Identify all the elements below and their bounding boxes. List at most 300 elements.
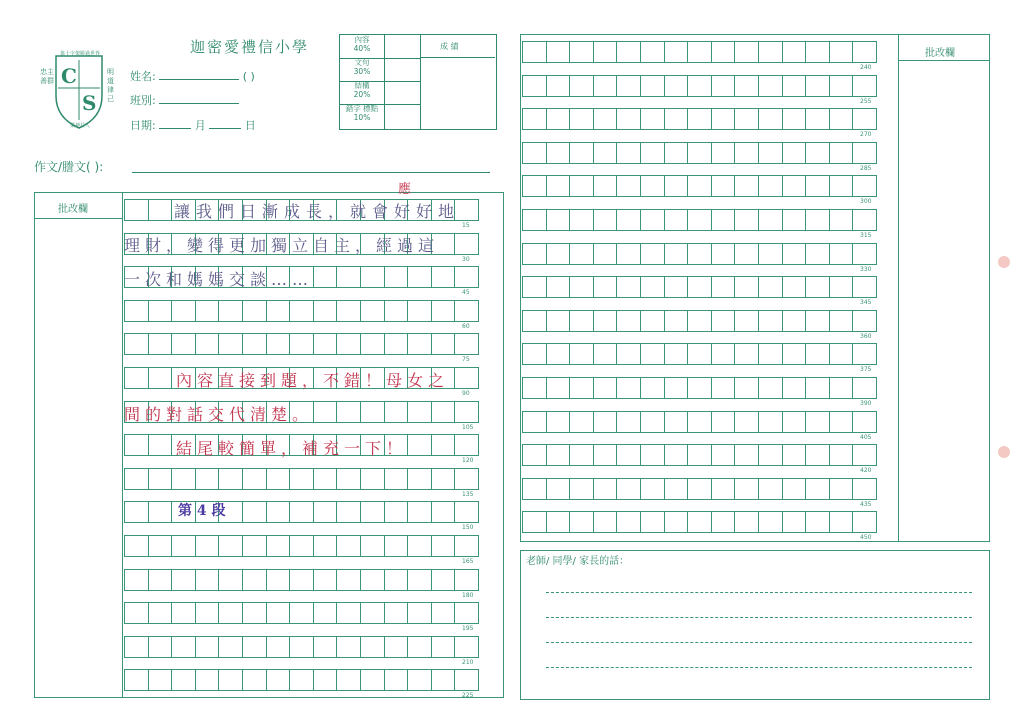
grid-cell[interactable] [569, 511, 594, 533]
feedback-line[interactable] [546, 642, 972, 643]
grid-cell[interactable] [148, 569, 173, 591]
grid-cell[interactable] [431, 602, 456, 624]
grid-cell[interactable] [852, 41, 877, 63]
grid-cell[interactable] [218, 535, 243, 557]
grid-cell[interactable] [195, 602, 220, 624]
grid-cell[interactable] [734, 411, 759, 433]
grid-cell[interactable] [852, 511, 877, 533]
grid-cell[interactable] [313, 669, 338, 691]
grid-cell[interactable] [569, 310, 594, 332]
grid-cell[interactable] [313, 501, 338, 523]
grid-cell[interactable] [852, 377, 877, 399]
grid-cell[interactable] [852, 243, 877, 265]
grid-cell[interactable] [640, 108, 665, 130]
grid-cell[interactable] [616, 310, 641, 332]
grid-cell[interactable] [852, 75, 877, 97]
grid-cell[interactable] [805, 478, 830, 500]
grid-cell[interactable] [218, 333, 243, 355]
grid-cell[interactable] [384, 401, 409, 423]
grid-cell[interactable] [454, 434, 479, 456]
grid-cell[interactable] [171, 468, 196, 490]
grid-cell[interactable] [313, 602, 338, 624]
grid-cell[interactable] [640, 478, 665, 500]
grid-cell[interactable] [242, 468, 267, 490]
grid-cell[interactable] [664, 75, 689, 97]
grid-cell[interactable] [711, 276, 736, 298]
grid-cell[interactable] [782, 243, 807, 265]
grid-cell[interactable] [148, 535, 173, 557]
grid-cell[interactable] [687, 343, 712, 365]
grid-cell[interactable] [454, 501, 479, 523]
grid-cell[interactable] [431, 669, 456, 691]
grid-cell[interactable] [336, 569, 361, 591]
grid-cell[interactable] [336, 501, 361, 523]
grid-cell[interactable] [782, 411, 807, 433]
grid-cell[interactable] [454, 367, 479, 389]
grid-cell[interactable] [640, 511, 665, 533]
grid-cell[interactable] [640, 41, 665, 63]
grid-cell[interactable] [569, 243, 594, 265]
grade-box[interactable] [421, 58, 495, 128]
grid-cell[interactable] [616, 343, 641, 365]
grid-cell[interactable] [522, 343, 547, 365]
grid-cell[interactable] [805, 75, 830, 97]
grid-cell[interactable] [758, 41, 783, 63]
grid-cell[interactable] [546, 411, 571, 433]
class-field[interactable] [159, 93, 239, 104]
grid-cell[interactable] [711, 142, 736, 164]
grid-cell[interactable] [171, 569, 196, 591]
grid-cell[interactable] [384, 300, 409, 322]
grid-cell[interactable] [664, 511, 689, 533]
grid-cell[interactable] [431, 266, 456, 288]
grid-cell[interactable] [616, 108, 641, 130]
grid-cell[interactable] [640, 209, 665, 231]
grid-cell[interactable] [664, 209, 689, 231]
grid-cell[interactable] [640, 377, 665, 399]
grid-cell[interactable] [266, 569, 291, 591]
grid-cell[interactable] [829, 142, 854, 164]
grid-cell[interactable] [829, 209, 854, 231]
grid-cell[interactable] [616, 377, 641, 399]
grid-cell[interactable] [148, 468, 173, 490]
grid-cell[interactable] [805, 41, 830, 63]
grid-cell[interactable] [852, 142, 877, 164]
grid-cell[interactable] [360, 333, 385, 355]
grid-cell[interactable] [593, 75, 618, 97]
grid-cell[interactable] [593, 511, 618, 533]
grid-cell[interactable] [124, 199, 149, 221]
grid-cell[interactable] [593, 310, 618, 332]
grid-cell[interactable] [454, 468, 479, 490]
grid-cell[interactable] [522, 142, 547, 164]
grid-cell[interactable] [616, 41, 641, 63]
grid-cell[interactable] [664, 478, 689, 500]
grid-cell[interactable] [711, 478, 736, 500]
grid-cell[interactable] [782, 75, 807, 97]
grid-cell[interactable] [454, 266, 479, 288]
grid-cell[interactable] [407, 266, 432, 288]
grid-cell[interactable] [431, 468, 456, 490]
grid-cell[interactable] [687, 75, 712, 97]
grid-cell[interactable] [782, 444, 807, 466]
grid-cell[interactable] [266, 468, 291, 490]
grid-cell[interactable] [711, 444, 736, 466]
grid-cell[interactable] [360, 569, 385, 591]
grid-cell[interactable] [593, 243, 618, 265]
grid-cell[interactable] [734, 377, 759, 399]
grid-cell[interactable] [852, 209, 877, 231]
grid-cell[interactable] [313, 569, 338, 591]
grid-cell[interactable] [711, 511, 736, 533]
grid-cell[interactable] [431, 434, 456, 456]
grid-cell[interactable] [616, 478, 641, 500]
grid-cell[interactable] [569, 377, 594, 399]
grid-cell[interactable] [758, 175, 783, 197]
grid-cell[interactable] [407, 501, 432, 523]
grid-cell[interactable] [289, 333, 314, 355]
grid-cell[interactable] [687, 411, 712, 433]
grid-cell[interactable] [687, 108, 712, 130]
grid-cell[interactable] [454, 669, 479, 691]
grid-cell[interactable] [313, 468, 338, 490]
grid-cell[interactable] [782, 511, 807, 533]
grid-cell[interactable] [805, 209, 830, 231]
grid-cell[interactable] [734, 75, 759, 97]
grid-cell[interactable] [407, 468, 432, 490]
grid-cell[interactable] [569, 478, 594, 500]
grid-cell[interactable] [569, 276, 594, 298]
grid-cell[interactable] [593, 377, 618, 399]
grid-cell[interactable] [569, 411, 594, 433]
grid-cell[interactable] [360, 669, 385, 691]
essay-title-field[interactable] [132, 172, 490, 173]
grid-cell[interactable] [454, 401, 479, 423]
grid-cell[interactable] [664, 108, 689, 130]
grid-cell[interactable] [546, 444, 571, 466]
feedback-line[interactable] [546, 617, 972, 618]
grid-cell[interactable] [266, 602, 291, 624]
grid-cell[interactable] [593, 209, 618, 231]
grid-cell[interactable] [360, 501, 385, 523]
grid-cell[interactable] [616, 142, 641, 164]
grid-cell[interactable] [431, 401, 456, 423]
grid-cell[interactable] [360, 636, 385, 658]
grid-cell[interactable] [522, 243, 547, 265]
grid-cell[interactable] [313, 401, 338, 423]
grid-cell[interactable] [171, 333, 196, 355]
grid-cell[interactable] [711, 243, 736, 265]
grid-cell[interactable] [569, 108, 594, 130]
grid-cell[interactable] [734, 142, 759, 164]
grid-cell[interactable] [546, 243, 571, 265]
grid-cell[interactable] [829, 41, 854, 63]
feedback-line[interactable] [546, 592, 972, 593]
grid-cell[interactable] [852, 444, 877, 466]
grid-cell[interactable] [289, 300, 314, 322]
grid-cell[interactable] [546, 377, 571, 399]
grid-cell[interactable] [266, 333, 291, 355]
grid-cell[interactable] [782, 478, 807, 500]
grid-cell[interactable] [454, 333, 479, 355]
grid-cell[interactable] [336, 535, 361, 557]
grid-cell[interactable] [829, 411, 854, 433]
grid-cell[interactable] [313, 333, 338, 355]
grid-cell[interactable] [384, 535, 409, 557]
grid-cell[interactable] [218, 636, 243, 658]
grid-cell[interactable] [546, 478, 571, 500]
grid-cell[interactable] [171, 669, 196, 691]
grid-cell[interactable] [124, 501, 149, 523]
month-field[interactable] [159, 118, 191, 129]
grid-cell[interactable] [454, 233, 479, 255]
grid-cell[interactable] [664, 310, 689, 332]
grid-cell[interactable] [758, 276, 783, 298]
grid-cell[interactable] [664, 444, 689, 466]
grid-cell[interactable] [829, 444, 854, 466]
grid-cell[interactable] [593, 108, 618, 130]
grid-cell[interactable] [805, 276, 830, 298]
grid-cell[interactable] [522, 411, 547, 433]
grid-cell[interactable] [454, 569, 479, 591]
grid-cell[interactable] [124, 569, 149, 591]
grid-cell[interactable] [640, 444, 665, 466]
grid-cell[interactable] [687, 310, 712, 332]
grid-cell[interactable] [148, 434, 173, 456]
grid-cell[interactable] [431, 300, 456, 322]
grid-cell[interactable] [711, 411, 736, 433]
grid-cell[interactable] [522, 276, 547, 298]
grid-cell[interactable] [734, 310, 759, 332]
grid-cell[interactable] [384, 501, 409, 523]
grid-cell[interactable] [148, 333, 173, 355]
grid-cell[interactable] [336, 333, 361, 355]
grid-cell[interactable] [384, 669, 409, 691]
grid-cell[interactable] [711, 310, 736, 332]
grid-cell[interactable] [782, 175, 807, 197]
grid-cell[interactable] [711, 377, 736, 399]
grid-cell[interactable] [782, 142, 807, 164]
grid-cell[interactable] [569, 209, 594, 231]
grid-cell[interactable] [124, 468, 149, 490]
grid-cell[interactable] [289, 501, 314, 523]
grid-cell[interactable] [640, 142, 665, 164]
grid-cell[interactable] [218, 669, 243, 691]
grid-cell[interactable] [336, 669, 361, 691]
grid-cell[interactable] [805, 108, 830, 130]
grid-cell[interactable] [384, 266, 409, 288]
grid-cell[interactable] [124, 300, 149, 322]
grid-cell[interactable] [148, 300, 173, 322]
grid-cell[interactable] [758, 478, 783, 500]
grid-cell[interactable] [431, 501, 456, 523]
grid-cell[interactable] [384, 602, 409, 624]
grid-cell[interactable] [360, 300, 385, 322]
grid-cell[interactable] [407, 669, 432, 691]
grid-cell[interactable] [148, 636, 173, 658]
grid-cell[interactable] [148, 199, 173, 221]
grid-cell[interactable] [805, 142, 830, 164]
grid-cell[interactable] [522, 175, 547, 197]
grid-cell[interactable] [758, 444, 783, 466]
grid-cell[interactable] [124, 602, 149, 624]
grid-cell[interactable] [407, 535, 432, 557]
grid-cell[interactable] [195, 636, 220, 658]
grid-cell[interactable] [829, 243, 854, 265]
grid-cell[interactable] [546, 511, 571, 533]
grid-cell[interactable] [384, 636, 409, 658]
grid-cell[interactable] [852, 478, 877, 500]
grid-cell[interactable] [242, 300, 267, 322]
grid-cell[interactable] [758, 108, 783, 130]
grid-cell[interactable] [758, 142, 783, 164]
grid-cell[interactable] [195, 300, 220, 322]
grid-cell[interactable] [407, 602, 432, 624]
grid-cell[interactable] [829, 377, 854, 399]
grid-cell[interactable] [616, 175, 641, 197]
grid-cell[interactable] [805, 411, 830, 433]
grid-cell[interactable] [734, 175, 759, 197]
grid-cell[interactable] [289, 569, 314, 591]
grid-cell[interactable] [687, 478, 712, 500]
grid-cell[interactable] [569, 175, 594, 197]
grid-cell[interactable] [148, 669, 173, 691]
grid-cell[interactable] [454, 535, 479, 557]
grid-cell[interactable] [593, 175, 618, 197]
grid-cell[interactable] [148, 602, 173, 624]
grid-cell[interactable] [852, 276, 877, 298]
grid-cell[interactable] [360, 602, 385, 624]
grid-cell[interactable] [546, 41, 571, 63]
grid-cell[interactable] [546, 343, 571, 365]
grid-cell[interactable] [218, 468, 243, 490]
grid-cell[interactable] [664, 175, 689, 197]
grid-cell[interactable] [124, 535, 149, 557]
grid-cell[interactable] [593, 343, 618, 365]
grid-cell[interactable] [171, 636, 196, 658]
grid-cell[interactable] [569, 41, 594, 63]
grid-cell[interactable] [711, 41, 736, 63]
grid-cell[interactable] [782, 377, 807, 399]
grid-cell[interactable] [218, 300, 243, 322]
grid-cell[interactable] [195, 669, 220, 691]
grid-cell[interactable] [242, 636, 267, 658]
grid-cell[interactable] [734, 209, 759, 231]
grid-cell[interactable] [195, 535, 220, 557]
grid-cell[interactable] [734, 41, 759, 63]
grid-cell[interactable] [734, 243, 759, 265]
name-field[interactable] [159, 69, 239, 80]
grid-cell[interactable] [384, 468, 409, 490]
grid-cell[interactable] [522, 108, 547, 130]
grid-cell[interactable] [734, 444, 759, 466]
grid-cell[interactable] [124, 434, 149, 456]
grid-cell[interactable] [782, 108, 807, 130]
grid-cell[interactable] [734, 276, 759, 298]
grid-cell[interactable] [148, 367, 173, 389]
grid-cell[interactable] [805, 444, 830, 466]
grid-cell[interactable] [171, 602, 196, 624]
grid-cell[interactable] [407, 434, 432, 456]
grid-cell[interactable] [805, 310, 830, 332]
grid-cell[interactable] [664, 41, 689, 63]
grid-cell[interactable] [593, 142, 618, 164]
grid-cell[interactable] [782, 41, 807, 63]
grid-cell[interactable] [640, 243, 665, 265]
grid-cell[interactable] [687, 209, 712, 231]
grid-cell[interactable] [124, 333, 149, 355]
grid-cell[interactable] [829, 478, 854, 500]
grid-cell[interactable] [782, 276, 807, 298]
grid-cell[interactable] [664, 343, 689, 365]
grid-cell[interactable] [758, 411, 783, 433]
grid-cell[interactable] [336, 602, 361, 624]
grid-cell[interactable] [687, 175, 712, 197]
grid-cell[interactable] [218, 569, 243, 591]
grid-cell[interactable] [734, 343, 759, 365]
grid-cell[interactable] [616, 243, 641, 265]
grid-cell[interactable] [522, 75, 547, 97]
grid-cell[interactable] [242, 501, 267, 523]
grid-cell[interactable] [758, 209, 783, 231]
grid-cell[interactable] [336, 266, 361, 288]
grid-cell[interactable] [289, 636, 314, 658]
grid-cell[interactable] [336, 300, 361, 322]
grid-cell[interactable] [569, 343, 594, 365]
grid-cell[interactable] [195, 333, 220, 355]
grid-cell[interactable] [734, 478, 759, 500]
grid-cell[interactable] [852, 343, 877, 365]
grid-cell[interactable] [407, 636, 432, 658]
grid-cell[interactable] [242, 333, 267, 355]
grid-cell[interactable] [454, 636, 479, 658]
grid-cell[interactable] [313, 636, 338, 658]
grid-cell[interactable] [289, 602, 314, 624]
grid-cell[interactable] [758, 243, 783, 265]
grid-cell[interactable] [711, 108, 736, 130]
grid-cell[interactable] [758, 310, 783, 332]
grid-cell[interactable] [384, 569, 409, 591]
grid-cell[interactable] [640, 175, 665, 197]
grid-cell[interactable] [124, 669, 149, 691]
grid-cell[interactable] [711, 175, 736, 197]
feedback-line[interactable] [546, 667, 972, 668]
grid-cell[interactable] [407, 401, 432, 423]
grid-cell[interactable] [616, 444, 641, 466]
grid-cell[interactable] [546, 142, 571, 164]
grid-cell[interactable] [616, 411, 641, 433]
grid-cell[interactable] [313, 535, 338, 557]
grid-cell[interactable] [640, 75, 665, 97]
grid-cell[interactable] [266, 669, 291, 691]
grid-cell[interactable] [546, 175, 571, 197]
grid-cell[interactable] [734, 108, 759, 130]
grid-cell[interactable] [758, 511, 783, 533]
grid-cell[interactable] [242, 569, 267, 591]
grid-cell[interactable] [522, 511, 547, 533]
grid-cell[interactable] [782, 209, 807, 231]
grid-cell[interactable] [711, 209, 736, 231]
grid-cell[interactable] [313, 266, 338, 288]
grid-cell[interactable] [640, 411, 665, 433]
day-field[interactable] [209, 118, 241, 129]
grid-cell[interactable] [431, 636, 456, 658]
grid-cell[interactable] [829, 75, 854, 97]
grid-cell[interactable] [195, 468, 220, 490]
grid-cell[interactable] [758, 377, 783, 399]
grid-cell[interactable] [546, 310, 571, 332]
grid-cell[interactable] [640, 276, 665, 298]
